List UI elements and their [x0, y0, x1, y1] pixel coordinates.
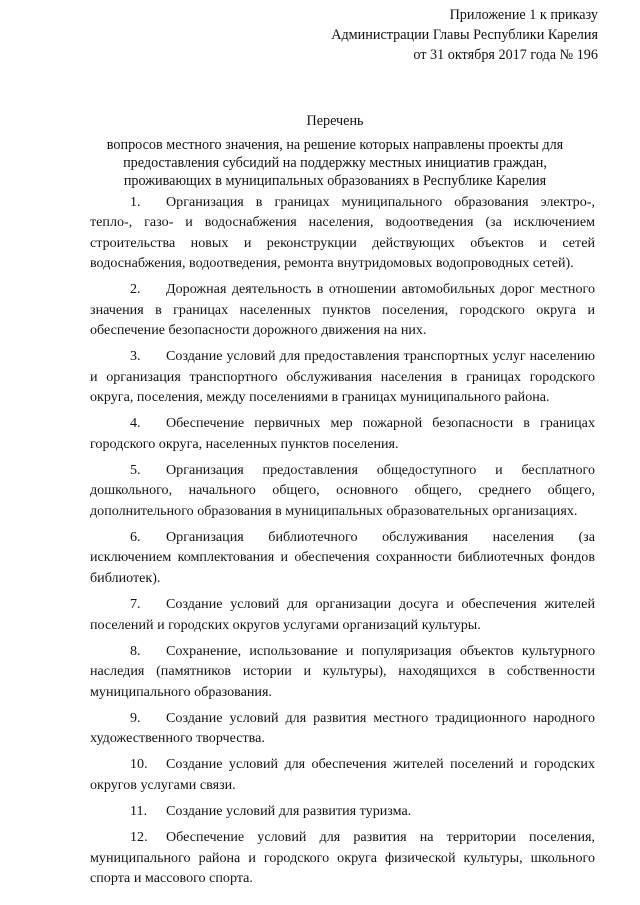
list-item	[90, 527, 595, 588]
header-line-administration: Администрации Главы Республики Карелия	[331, 27, 598, 43]
document-subtitle-line-2: предоставления субсидий на поддержку местных инициатив граждан,	[123, 155, 547, 171]
list-item	[90, 708, 595, 749]
header-line-order-date: от 31 октября 2017 года № 196	[413, 47, 598, 63]
item-text: Сохранение, использование и популяризация объектов культурного наследия (памятников истории и культуры), находящихся в собственности муниципального образования.	[90, 642, 595, 700]
document-title-block	[70, 112, 600, 190]
item-number: 7.	[130, 596, 141, 613]
list-item	[90, 460, 595, 521]
item-text: Организация предоставления общедоступного и бесплатного дошкольного, начального общего, основного общего, среднего общего, дополнительного образования в муниципальных образовательных организациях.	[90, 462, 595, 519]
list-item	[90, 413, 595, 454]
item-number: 1.	[130, 194, 141, 210]
item-text: Создание условий для развития местного традиционного народного художественного творчества.	[90, 709, 595, 747]
issues-list	[90, 192, 595, 894]
item-number: 12.	[130, 829, 148, 846]
document-subtitle-line-3: проживающих в муниципальных образованиях в Республике Карелия	[123, 173, 547, 189]
item-text: Обеспечение условий для развития на территории поселения, муниципального района и городского округа физической культуры, школьного спорта и массового спорта.	[90, 829, 595, 886]
list-item	[90, 801, 595, 821]
list-item	[90, 192, 595, 274]
document-subtitle-line-1: вопросов местного значения, на решение которых направлены проекты для	[106, 137, 564, 153]
header-line-appendix: Приложение 1 к приказу	[449, 7, 598, 23]
item-text: Создание условий для развития туризма.	[166, 802, 412, 819]
item-text: Создание условий для предоставления транспортных услуг населению и организация транспортного обслуживания населения в границах городского округа, поселения, между поселениями в границах муниципального района.	[90, 348, 595, 406]
list-item	[90, 754, 595, 795]
item-number: 6.	[130, 529, 141, 546]
item-text: Организация библиотечного обслуживания населения (за исключением комплектования и обеспечения сохранности библиотечных фондов библиотек).	[90, 529, 595, 586]
list-item	[90, 346, 595, 407]
item-text: Организация в границах муниципального образования электро-, тепло-, газо- и водоснабжения населения, водоотведения (за исключением строительства новых и реконструкции действующих объектов и сетей водоснабжения, водоотведения, ремонта внутридомовых водопроводных сетей).	[90, 194, 595, 272]
list-item	[90, 641, 595, 702]
document-header	[331, 5, 598, 65]
item-number: 10.	[130, 756, 148, 773]
list-item	[90, 827, 595, 888]
item-number: 9.	[130, 709, 141, 726]
item-number: 2.	[130, 281, 141, 298]
item-number: 3.	[130, 348, 141, 365]
item-text: Создание условий для обеспечения жителей поселений и городских округов услугами связи.	[90, 756, 595, 793]
item-number: 8.	[130, 642, 141, 659]
item-text: Дорожная деятельность в отношении автомобильных дорог местного значения в границах населенных пунктов поселения, городского округа и обеспечение безопасности дорожного движения на них.	[90, 281, 595, 339]
list-item	[90, 594, 595, 635]
item-number: 5.	[130, 462, 141, 479]
item-number: 4.	[130, 415, 141, 432]
item-number: 11.	[130, 802, 148, 819]
item-text: Создание условий для организации досуга и обеспечения жителей поселений и городских округов услугами организаций культуры.	[90, 596, 595, 633]
document-title: Перечень	[306, 113, 364, 129]
item-text: Обеспечение первичных мер пожарной безопасности в границах городского округа, населенных пунктов поселения.	[90, 415, 595, 452]
list-item	[90, 279, 595, 340]
